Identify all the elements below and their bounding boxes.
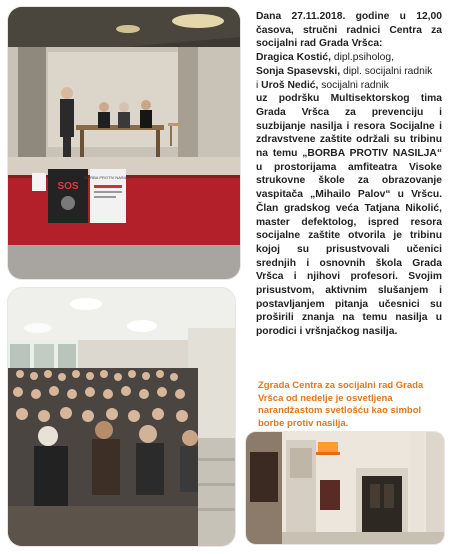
- participant-2-title: dipl. socijalni radnik: [343, 65, 433, 77]
- participant-2-name: Sonja Spasevski,: [256, 65, 341, 77]
- panel-discussion-photo: [8, 7, 240, 279]
- building-caption: Zgrada Centra za socijalni rad Grada Vršca od nedelje je osvetljena narandžastom svetlošću kao simbol borbe protiv nasilja.: [258, 380, 424, 429]
- participant-1-name: Dragica Kostić,: [256, 52, 331, 64]
- article-text: [256, 10, 442, 339]
- article-body: uz podršku Multisektorskog tima Grada Vršca za prevenciju i suzbijanje nasilja i resora Socijalne i zdravstvene zaštite održali su tribinu na temu „BORBA PROTIV NASILJA“ u prostorijama amfiteatra Visoke strukovne škole za obrazovanje vaspitača „Mihailo Palov“ u Vršcu. Član gradskog veća Tatjana Nikolić, master defektolog, ispred resora socijalne zaštite otvorila je tribinu kojoj su prisustvovali učenici srednjih i osnovnih škola Grada Vršca i njihovi profesori. Svojim prisustvom, aktivnim slušanjem i postavljanjem pitanja učesnici su proširili znanja na temu nasilja u porodici i vršnjačkog nasilja.: [256, 93, 442, 338]
- article-intro: Dana 27.11.2018. godine u 12,00 časova, stručni radnici Centra za socijalni rad Grada Vršca:: [256, 11, 442, 50]
- participant-conjunction: i: [256, 79, 259, 91]
- audience-photo: [8, 288, 235, 546]
- poster-subtitle: BORBA PROTIV NASILJA: [84, 175, 132, 180]
- participant-3-name: Uroš Nedić,: [261, 79, 319, 91]
- participant-3-title: socijalni radnik: [321, 79, 389, 91]
- poster-title: SOS: [57, 181, 79, 192]
- participant-1-title: dipl.psiholog,: [333, 52, 394, 64]
- building-photo: [246, 432, 444, 544]
